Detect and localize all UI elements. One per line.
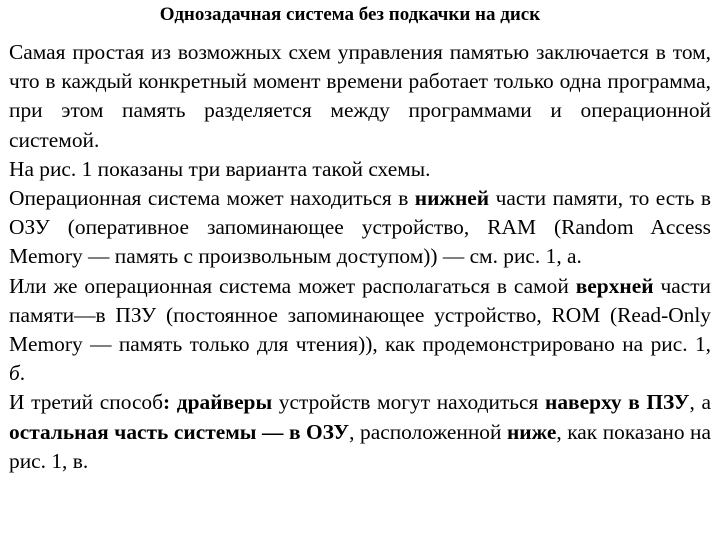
- variant-c-bold-below: ниже: [506, 419, 557, 444]
- variant-b-italic-letter: б: [9, 361, 20, 386]
- slide-title-text: Однозадачная система без подкачки на диск: [159, 4, 541, 25]
- variant-a-text-2: части памяти, то есть в ОЗУ (оперативное запоминающее устройство, RAM (Random Access Memory — память с произвольным доступом)) — см. рис. 1, а.: [9, 186, 711, 269]
- paragraph-variant-c: [9, 388, 711, 476]
- variant-b-text-3: .: [19, 361, 26, 386]
- variant-b-text-2: части памяти—в ПЗУ (постоянное запоминающее устройство, ROM (Read-Only Memory — память только для чтения)), как продемонстрировано на рис. 1,: [9, 273, 712, 357]
- slide-title: [0, 2, 720, 28]
- variant-c-text-1: И третий способ: [9, 390, 164, 415]
- paragraph-figure-ref: На рис. 1 показаны три варианта такой схемы.: [9, 156, 431, 181]
- variant-c-bold-top-rom: наверху в ПЗУ: [545, 390, 690, 415]
- variant-a-text-1: Операционная система может находиться в: [9, 186, 415, 211]
- variant-c-text-5: , как показано на рис. 1, в.: [9, 419, 711, 473]
- variant-a-bold-lower: нижней: [414, 186, 490, 211]
- variant-c-bold-rest-ram: остальная часть системы — в ОЗУ: [9, 419, 350, 444]
- variant-c-text-2: устройств могут находиться: [272, 390, 546, 415]
- variant-c-bold-drivers: : драйверы: [163, 390, 273, 415]
- paragraph-variant-b: [9, 272, 711, 389]
- variant-b-bold-upper: верхней: [575, 273, 654, 298]
- variant-c-text-3: , а: [689, 390, 711, 415]
- slide-body: [9, 38, 711, 476]
- paragraph-variant-a: [9, 184, 711, 272]
- variant-c-text-4: , расположенной: [349, 419, 507, 444]
- paragraph-intro: Самая простая из возможных схем управления памятью заключается в том, что в каждый конкретный момент времени работает только одна программа, при этом память разделяется между программами и операционной системой.: [9, 40, 711, 152]
- variant-b-text-1: Или же операционная система может располагаться в самой: [9, 273, 576, 298]
